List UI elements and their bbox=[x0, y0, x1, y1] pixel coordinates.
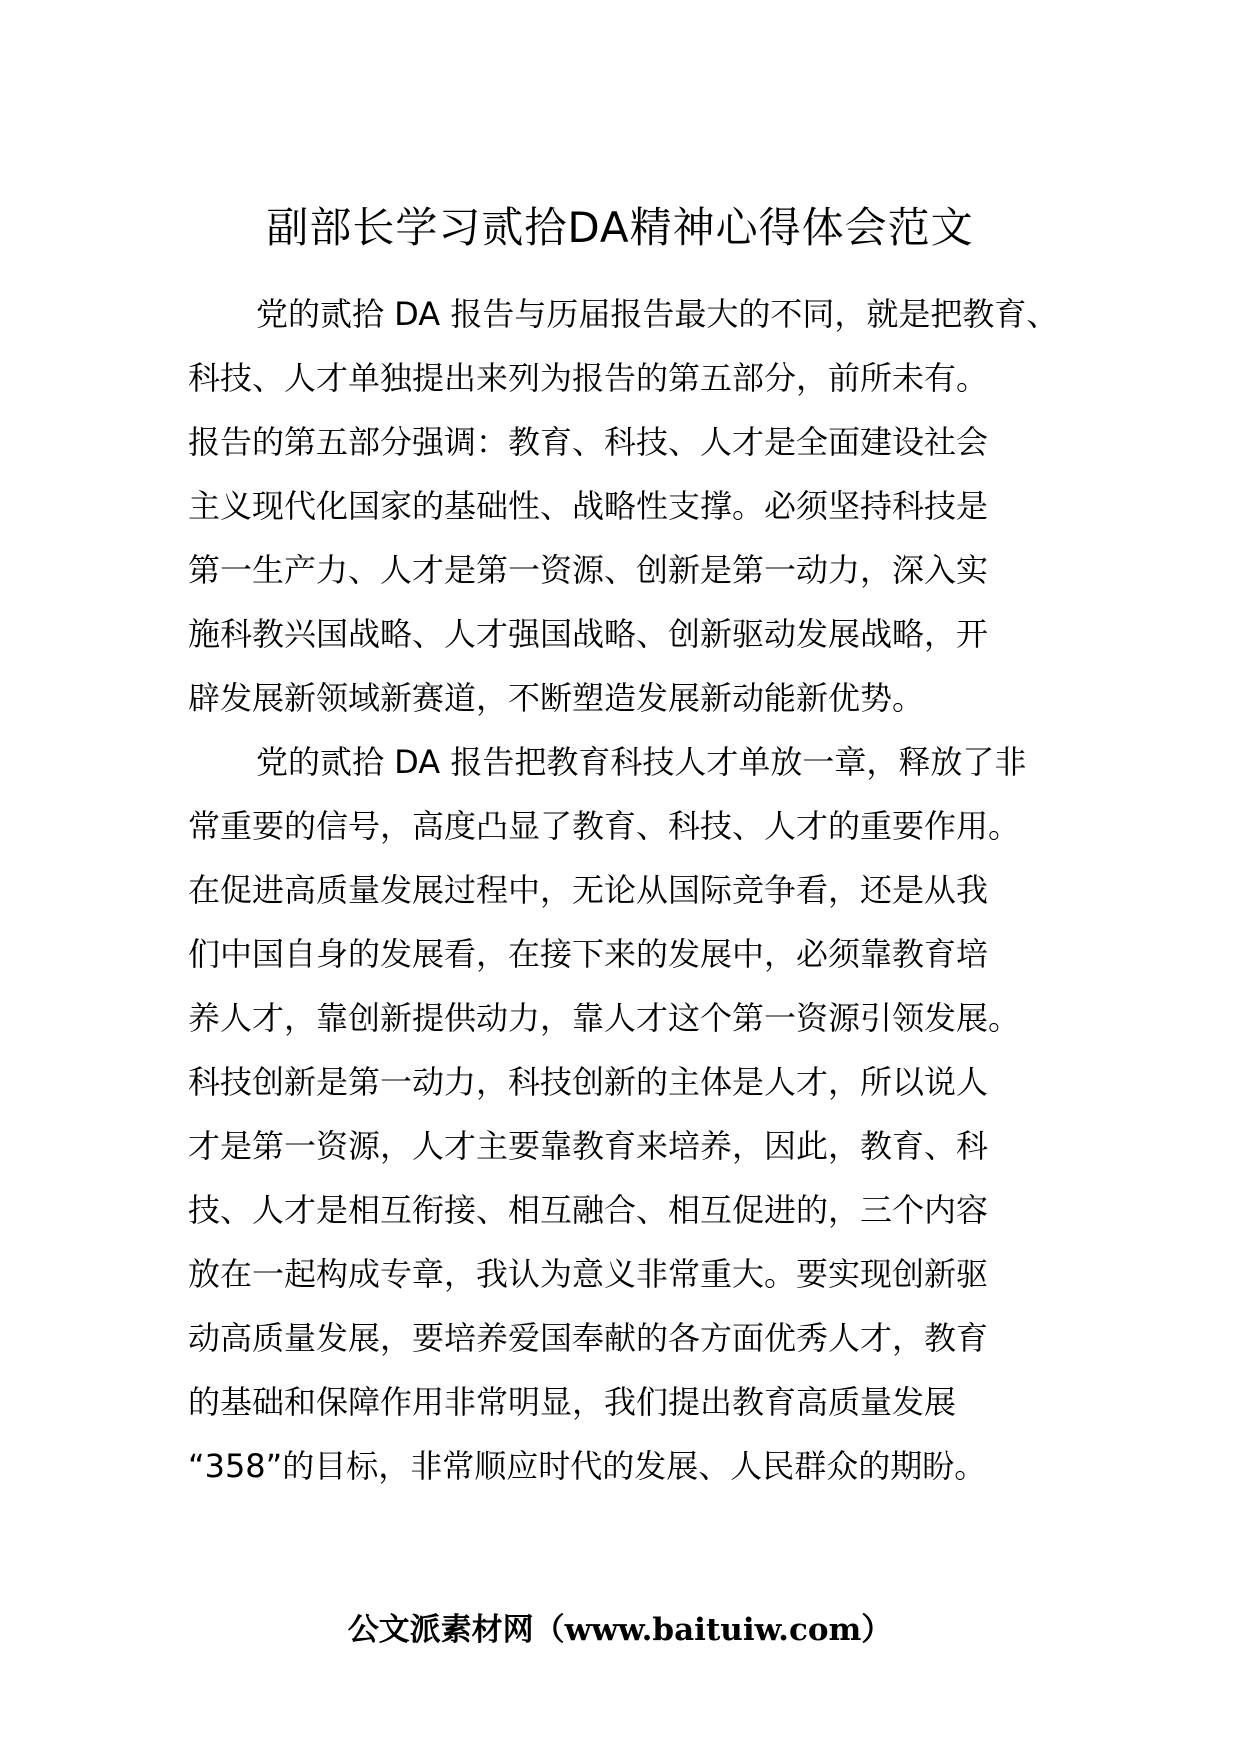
paragraph-line: 施科教兴国战略、人才强国战略、创新驱动发展战略，开 bbox=[188, 615, 989, 653]
paragraph-line: 们中国自身的发展看，在接下来的发展中，必须靠教育培 bbox=[188, 935, 989, 973]
document-title: 副部长学习贰拾DA精神心得体会范文 bbox=[266, 203, 974, 252]
paragraph-line: 第一生产力、人才是第一资源、创新是第一动力，深入实 bbox=[188, 551, 989, 589]
paragraph-line: 报告的第五部分强调：教育、科技、人才是全面建设社会 bbox=[188, 423, 989, 461]
document-body bbox=[188, 282, 1088, 1498]
paragraph-line: 养人才，靠创新提供动力，靠人才这个第一资源引领发展。 bbox=[188, 999, 1021, 1037]
paragraph-1 bbox=[188, 282, 1088, 730]
paragraph-line: 动高质量发展，要培养爱国奉献的各方面优秀人才，教育 bbox=[188, 1319, 989, 1357]
paragraph-line: “358”的目标，非常顺应时代的发展、人民群众的期盼。 bbox=[188, 1447, 987, 1485]
paragraph-line: 党的贰拾 DA 报告与历届报告最大的不同，就是把教育、 bbox=[256, 295, 1059, 333]
paragraph-line: 党的贰拾 DA 报告把教育科技人才单放一章，释放了非 bbox=[256, 743, 1027, 781]
paragraph-line: 的基础和保障作用非常明显，我们提出教育高质量发展 bbox=[188, 1383, 957, 1421]
footer-source: 公文派素材网（www.baituiw.com） bbox=[347, 1612, 893, 1648]
paragraph-line: 科技创新是第一动力，科技创新的主体是人才，所以说人 bbox=[188, 1063, 989, 1101]
paragraph-line: 科技、人才单独提出来列为报告的第五部分，前所未有。 bbox=[188, 359, 989, 397]
paragraph-line: 在促进高质量发展过程中，无论从国际竞争看，还是从我 bbox=[188, 871, 989, 909]
paragraph-line: 才是第一资源，人才主要靠教育来培养，因此，教育、科 bbox=[188, 1127, 989, 1165]
paragraph-line: 主义现代化国家的基础性、战略性支撑。必须坚持科技是 bbox=[188, 487, 989, 525]
paragraph-2 bbox=[188, 730, 1088, 1498]
paragraph-line: 技、人才是相互衔接、相互融合、相互促进的，三个内容 bbox=[188, 1191, 989, 1229]
paragraph-line: 辟发展新领域新赛道，不断塑造发展新动能新优势。 bbox=[188, 679, 925, 717]
paragraph-line: 常重要的信号，高度凸显了教育、科技、人才的重要作用。 bbox=[188, 807, 1021, 845]
paragraph-line: 放在一起构成专章，我认为意义非常重大。要实现创新驱 bbox=[188, 1255, 989, 1293]
